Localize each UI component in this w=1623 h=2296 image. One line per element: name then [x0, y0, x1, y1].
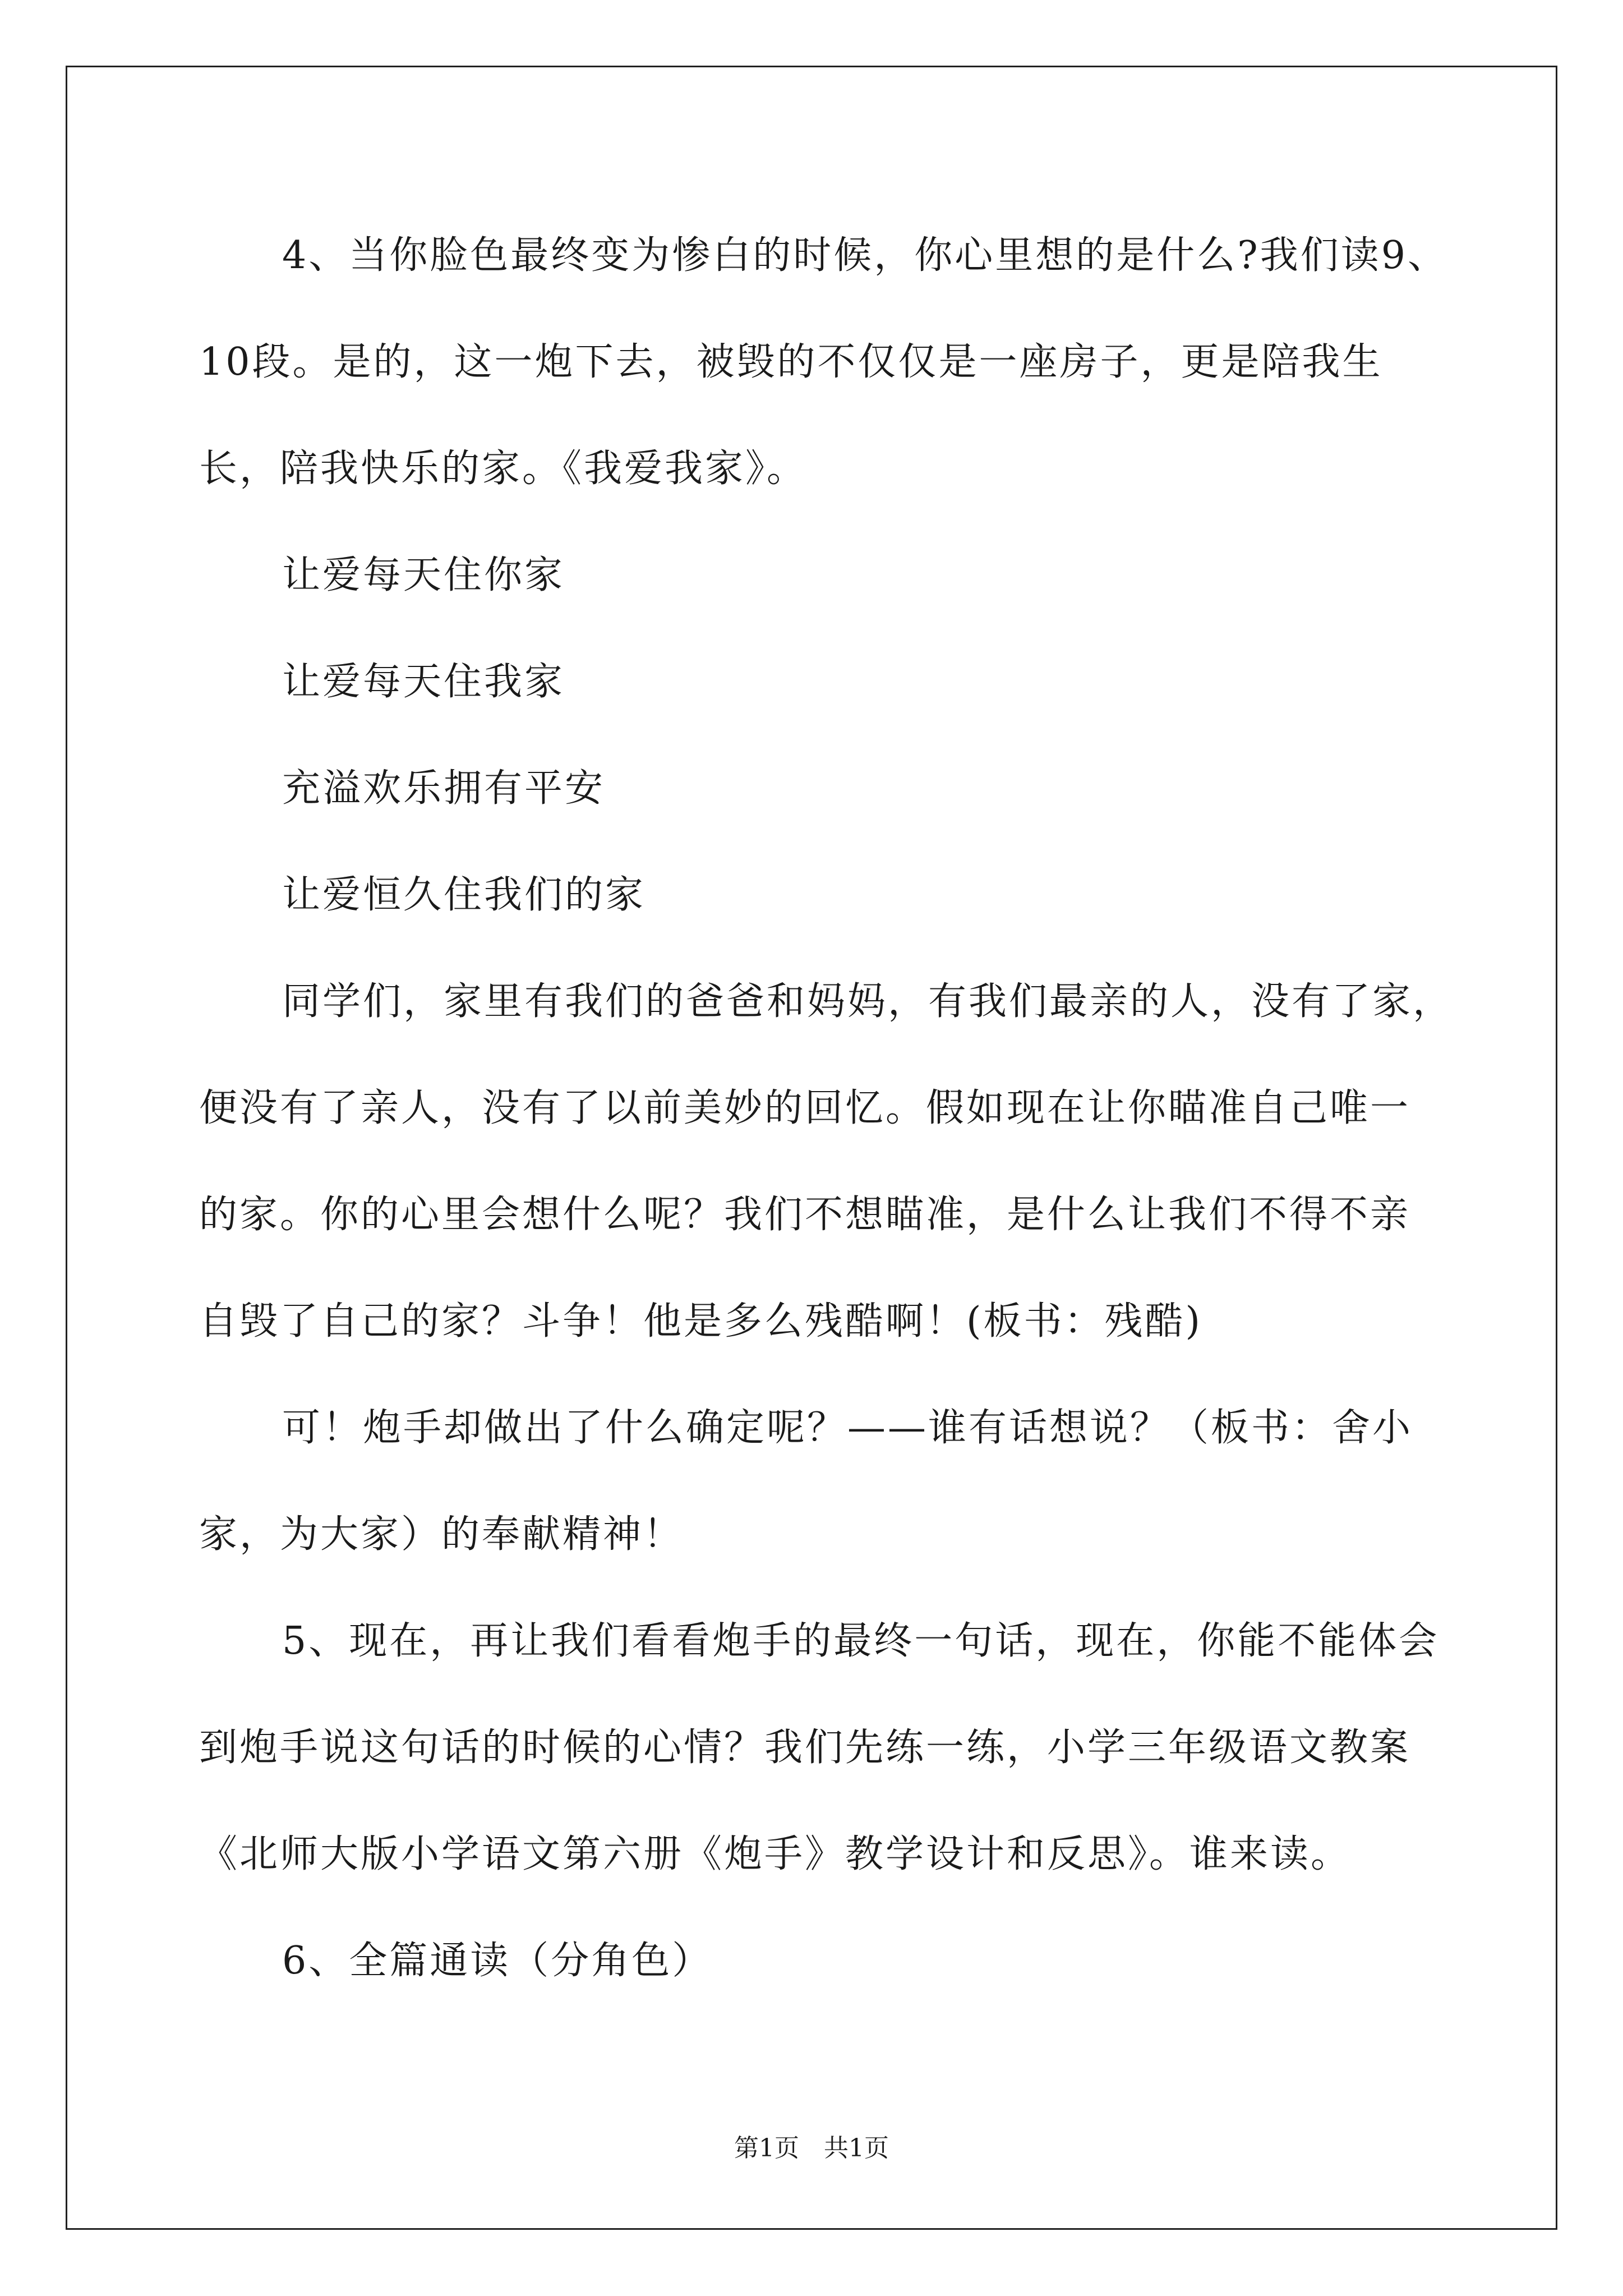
paragraph-line: 可！炮手却做出了什么确定呢？——谁有话想说？（板书：舍小 — [282, 1406, 1413, 1450]
page-border — [66, 66, 1557, 2230]
paragraph-line: 家，为大家）的奉献精神！ — [199, 1512, 684, 1557]
paragraph-line: 便没有了亲人，没有了以前美妙的回忆。假如现在让你瞄准自己唯一 — [199, 1086, 1411, 1130]
paragraph-line: 《北师大版小学语文第六册《炮手》教学设计和反思》。谁来读。 — [199, 1832, 1352, 1876]
paragraph-line: 让爱每天住我家 — [282, 660, 565, 704]
paragraph-line: 充溢欢乐拥有平安 — [282, 766, 606, 811]
paragraph-line: 让爱每天住你家 — [282, 553, 565, 597]
page-footer: 第1页 共1页 — [734, 2134, 889, 2162]
paragraph-line: 的家。你的心里会想什么呢？我们不想瞄准，是什么让我们不得不亲 — [199, 1193, 1411, 1237]
paragraph-line: 长，陪我快乐的家。《我爱我家》。 — [199, 447, 808, 491]
paragraph-line: 到炮手说这句话的时候的心情？我们先练一练，小学三年级语文教案 — [199, 1726, 1411, 1770]
paragraph-line: 6、全篇通读（分角色） — [282, 1939, 713, 1983]
paragraph-line: 让爱恒久住我们的家 — [282, 873, 646, 917]
paragraph-line: 4、当你脸色最终变为惨白的时候，你心里想的是什么?我们读9、 — [282, 233, 1448, 278]
paragraph-line: 10段。是的，这一炮下去，被毁的不仅仅是一座房子，更是陪我生 — [199, 340, 1383, 384]
paragraph-line: 同学们，家里有我们的爸爸和妈妈，有我们最亲的人，没有了家， — [282, 979, 1454, 1024]
paragraph-line: 5、现在，再让我们看看炮手的最终一句话，现在，你能不能体会 — [282, 1619, 1440, 1663]
paragraph-line: 自毁了自己的家？斗争！他是多么残酷啊！(板书：残酷) — [199, 1299, 1203, 1343]
